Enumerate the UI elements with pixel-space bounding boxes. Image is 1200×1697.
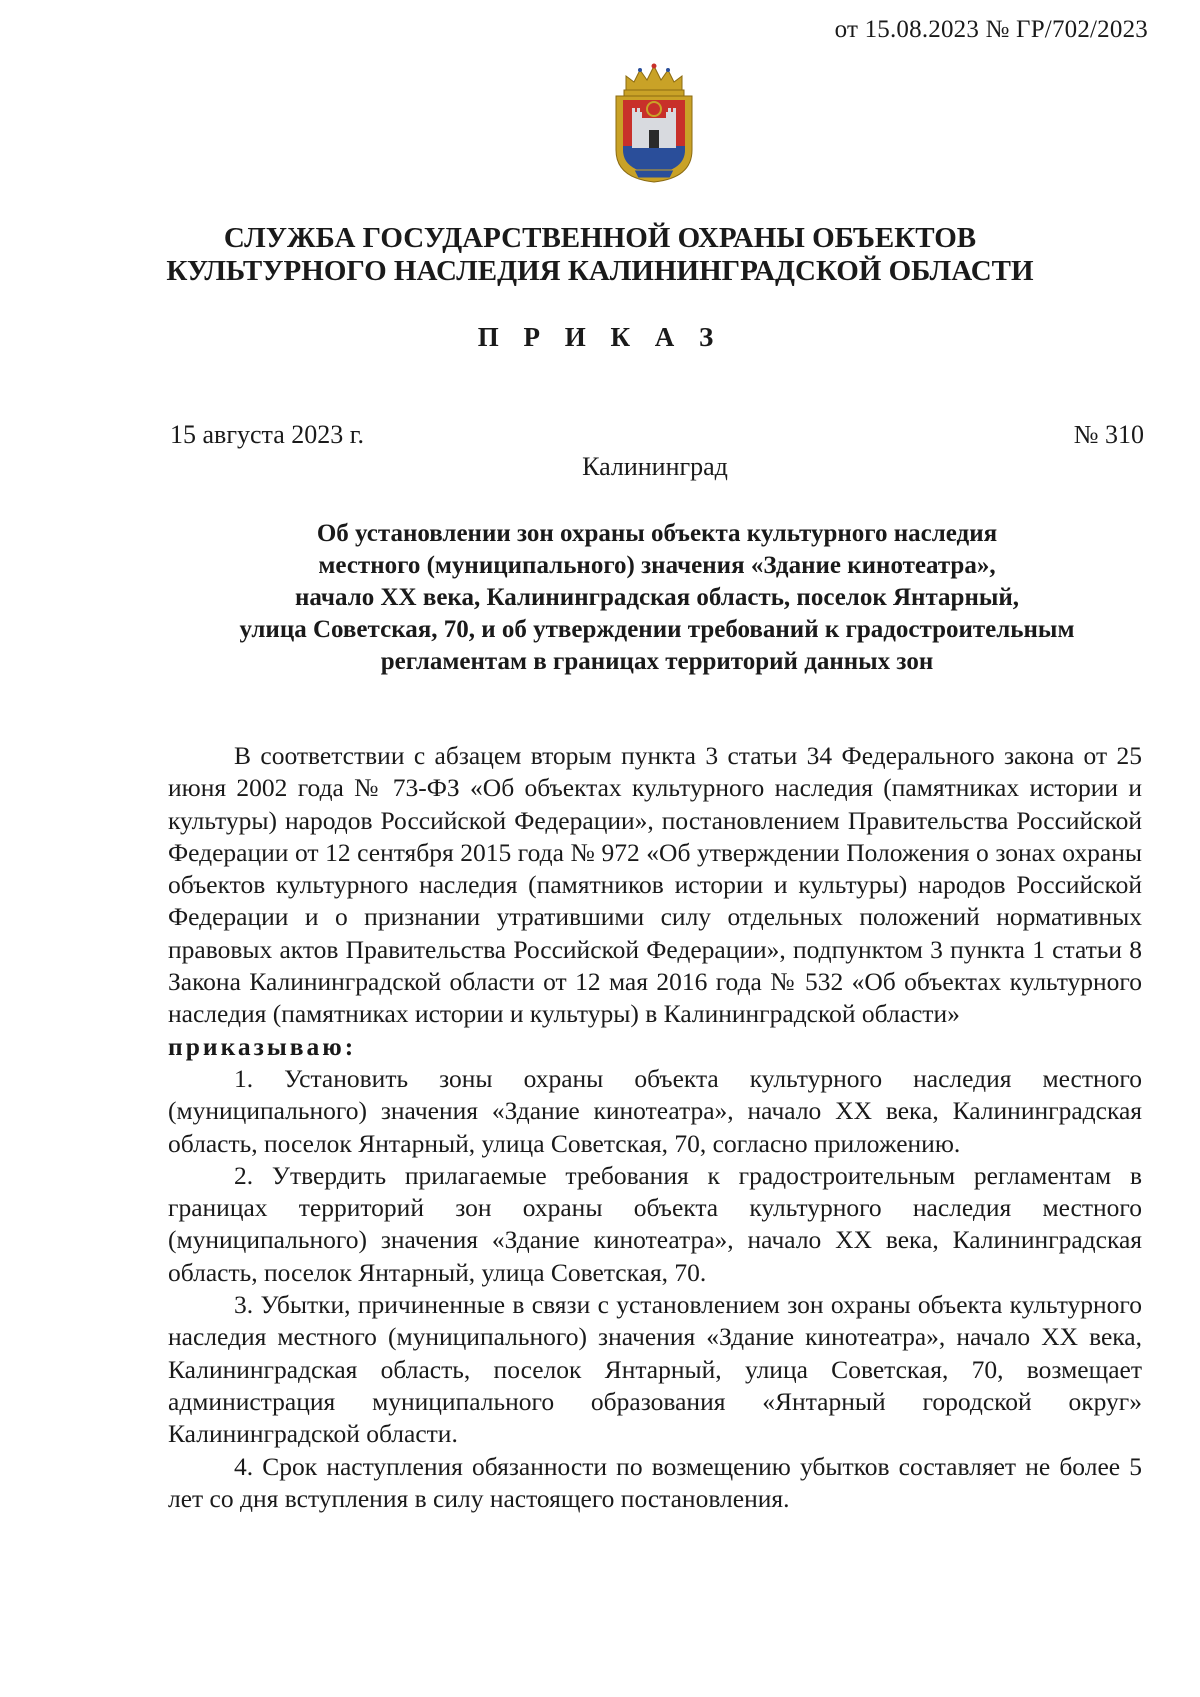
command-word: приказываю: <box>168 1031 357 1061</box>
document-number: № 310 <box>1073 420 1144 449</box>
order-item: 2. Утвердить прилагаемые требования к градостроительным регламентам в границах территорий зон охраны объекта культурного наследия местного (муниципального) значения «Здание кинотеатра», начало XX века, Калининградская область, поселок Янтарный, улица Советская, 70. <box>168 1160 1142 1287</box>
date-number-row <box>170 420 1144 452</box>
document-title-line: начало XX века, Калининградская область, поселок Янтарный, <box>294 584 1020 611</box>
preamble-paragraph: В соответствии с абзацем вторым пункта 3 статьи 34 Федерального закона от 25 июня 2002 года № 73-ФЗ «Об объектах культурного наследия (памятниках истории и культуры) народов Российской Федерации», постановлением Правительства Российской Федерации от 12 сентября 2015 года № 972 «Об утверждении Положения о зонах охраны объектов культурного наследия (памятников истории и культуры) народов Российской Федерации и о признании утратившими силу отдельных положений нормативных правовых актов Правительства Российской Федерации», подпунктом 3 пункта 1 статьи 8 Закона Калининградской области от 12 мая 2016 года № 532 «Об объектах культурного наследия (памятниках истории и культуры) в Калининградской области» <box>168 741 1142 1029</box>
document-type: П Р И К А З <box>477 322 723 352</box>
document-date: 15 августа 2023 г. <box>170 420 364 449</box>
document-title-line: местного (муниципального) значения «Здание кинотеатра», <box>318 552 996 579</box>
document-body <box>168 740 1142 1515</box>
registration-number: от 15.08.2023 № ГР/702/2023 <box>834 16 1148 43</box>
organization-name <box>0 222 1200 288</box>
document-city: Калининград <box>582 452 728 481</box>
document-title-line: улица Советская, 70, и об утверждении требований к градостроительным <box>239 616 1075 643</box>
document-title <box>170 518 1144 678</box>
organization-name-line: КУЛЬТУРНОГО НАСЛЕДИЯ КАЛИНИНГРАДСКОЙ ОБЛАСТИ <box>166 255 1034 287</box>
order-item: 3. Убытки, причиненные в связи с установлением зон охраны объекта культурного наследия местного (муниципального) значения «Здание кинотеатра», начало XX века, Калининградская область, поселок Янтарный, улица Советская, 70, возмещает администрация муниципального образования «Янтарный городской округ» Калининградской области. <box>168 1290 1142 1449</box>
kaliningrad-coat-of-arms-icon <box>610 62 698 184</box>
document-title-line: Об установлении зон охраны объекта культурного наследия <box>316 520 998 547</box>
organization-name-line: СЛУЖБА ГОСУДАРСТВЕННОЙ ОХРАНЫ ОБЪЕКТОВ <box>223 222 977 254</box>
order-item: 4. Срок наступления обязанности по возмещению убытков составляет не более 5 лет со дня вступления в силу настоящего постановления. <box>168 1451 1142 1513</box>
document-title-line: регламентам в границах территорий данных зон <box>380 648 934 675</box>
order-item: 1. Установить зоны охраны объекта культурного наследия местного (муниципального) значения «Здание кинотеатра», начало XX века, Калининградская область, поселок Янтарный, улица Советская, 70, согласно приложению. <box>168 1063 1142 1158</box>
